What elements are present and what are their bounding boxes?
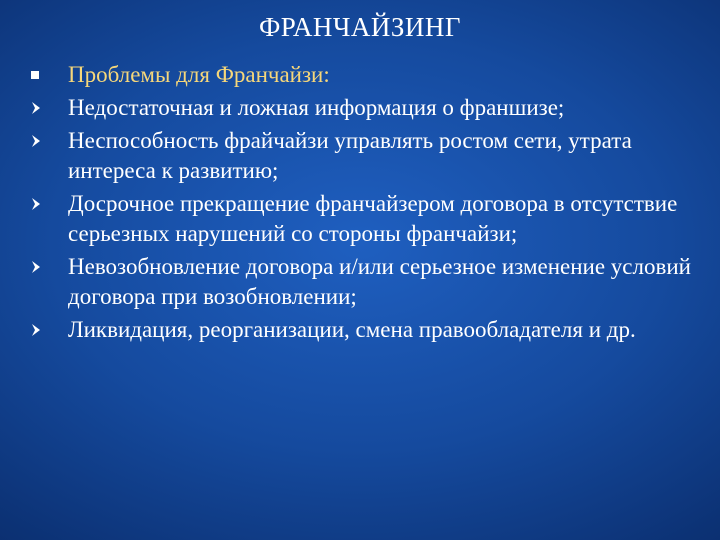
bullet-text: Проблемы для Франчайзи: bbox=[68, 62, 330, 87]
bullet-item bbox=[30, 315, 700, 345]
bullet-item bbox=[30, 189, 700, 249]
arrow-bullet-icon bbox=[30, 189, 68, 219]
bullet-item bbox=[30, 126, 700, 186]
bullet-text: Невозобновление договора и/или серьезное изменение условий договора при возобновлении; bbox=[68, 254, 691, 309]
arrow-bullet-icon bbox=[30, 126, 68, 156]
bullet-text: Неспособность фрайчайзи управлять ростом сети, утрата интереса к развитию; bbox=[68, 128, 632, 183]
bullet-text: Недостаточная и ложная информация о франшизе; bbox=[68, 95, 565, 120]
square-bullet-icon bbox=[30, 60, 68, 90]
slide-title: ФРАНЧАЙЗИНГ bbox=[258, 12, 462, 42]
bullet-text: Ликвидация, реорганизации, смена правообладателя и др. bbox=[68, 317, 636, 342]
arrow-bullet-icon bbox=[30, 93, 68, 123]
bullet-item bbox=[30, 252, 700, 312]
arrow-bullet-icon bbox=[30, 315, 68, 345]
arrow-bullet-icon bbox=[30, 252, 68, 282]
bullet-item-heading bbox=[30, 60, 700, 90]
bullet-text: Досрочное прекращение франчайзером договора в отсутствие серьезных нарушений со стороны франчайзи; bbox=[68, 191, 678, 246]
bullet-list bbox=[30, 60, 700, 348]
bullet-item bbox=[30, 93, 700, 123]
